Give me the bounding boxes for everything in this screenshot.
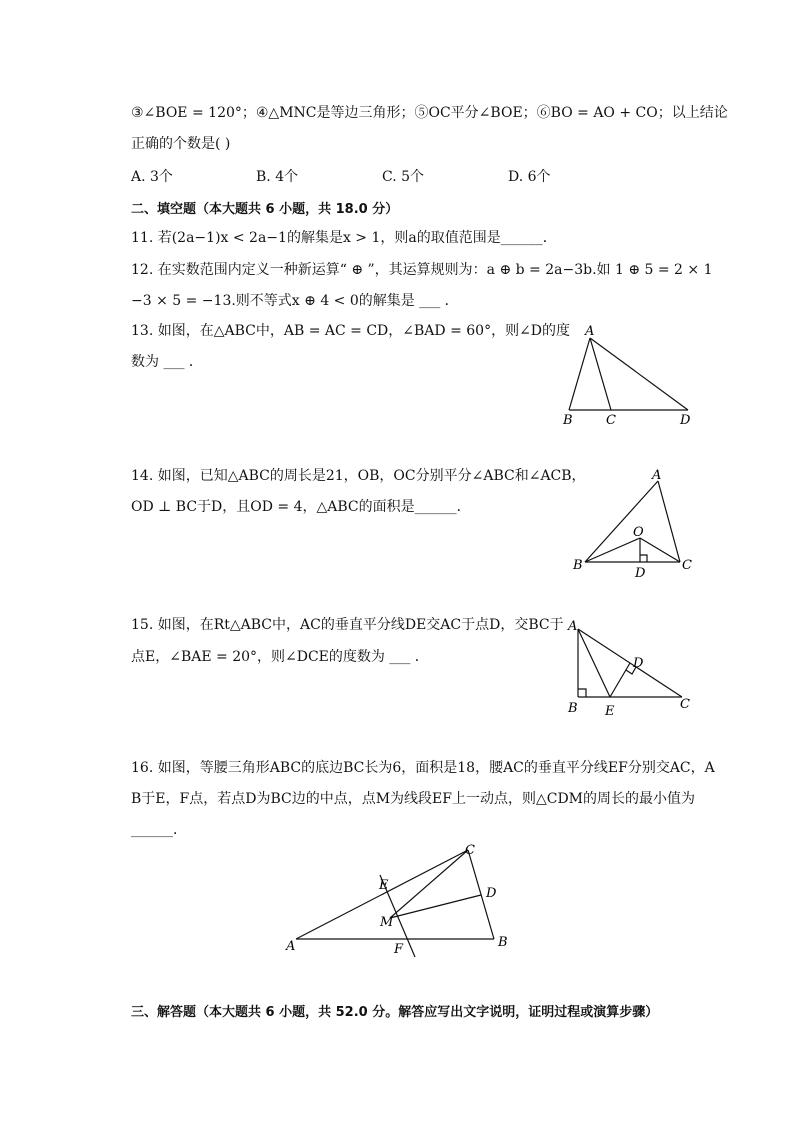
q10-option-a: A. 3个 bbox=[131, 169, 173, 185]
q16-label-d: D bbox=[486, 886, 497, 901]
q15-label-c: C bbox=[680, 697, 690, 712]
q14-label-c: C bbox=[682, 558, 692, 573]
q14-label-d: D bbox=[635, 566, 646, 581]
q14-label-b: B bbox=[573, 558, 583, 573]
q10-statement-line1: ③∠BOE = 120°；④△MNC是等边三角形；⑤OC平分∠BOE；⑥BO = AO + CO；以上结论 bbox=[131, 105, 728, 121]
q14-line1: 14. 如图，已知△ABC的周长是21，OB，OC分别平分∠ABC和∠ACB， bbox=[131, 468, 586, 484]
q12-line1: 12. 在实数范围内定义一种新运算“ ⊕ ”，其运算规则为：a ⊕ b = 2a−3b.如 1 ⊕ 5 = 2 × 1 bbox=[131, 262, 713, 278]
q14-label-a: A bbox=[652, 468, 662, 483]
q15-line2: 点E，∠BAE = 20°，则∠DCE的度数为 ___ ． bbox=[131, 649, 429, 665]
q15-label-b: B bbox=[568, 701, 578, 716]
q16-label-b: B bbox=[498, 935, 508, 950]
q16-label-m: M bbox=[380, 915, 394, 930]
q13-label-d: D bbox=[680, 413, 691, 428]
q15-right-triangle-figure bbox=[560, 615, 705, 720]
q10-option-b: B. 4个 bbox=[256, 169, 299, 185]
q14-line2: OD ⊥ BC于D，且OD = 4，△ABC的面积是______． bbox=[131, 499, 471, 515]
q16-label-a: A bbox=[286, 939, 296, 954]
q16-line3: ______． bbox=[131, 822, 187, 838]
q12-line2: −3 × 5 = −13.则不等式x ⊕ 4 < 0的解集是 ___ ． bbox=[131, 293, 459, 309]
q13-line2: 数为 ___ ． bbox=[131, 354, 203, 370]
section-heading-fill-in: 二、填空题（本大题共 6 小题，共 18.0 分） bbox=[131, 202, 399, 217]
q15-label-d: D bbox=[633, 656, 644, 671]
q10-option-d: D. 6个 bbox=[508, 169, 551, 185]
q13-line1: 13. 如图，在△ABC中，AB = AC = CD，∠BAD = 60°，则∠D的度 bbox=[131, 323, 571, 339]
q13-triangle-figure bbox=[555, 320, 705, 432]
q10-statement-line2: 正确的个数是( ) bbox=[131, 136, 231, 152]
q14-triangle-figure bbox=[565, 466, 705, 581]
q16-line1: 16. 如图，等腰三角形ABC的底边BC长为6，面积是18，腰AC的垂直平分线EF分别交AC，A bbox=[131, 760, 715, 776]
q13-label-b: B bbox=[563, 413, 573, 428]
q14-label-o: O bbox=[633, 525, 644, 540]
q13-label-a: A bbox=[585, 324, 595, 339]
q16-label-c: C bbox=[465, 843, 475, 858]
section-heading-answer: 三、解答题（本大题共 6 小题，共 52.0 分。解答应写出文字说明，证明过程或演算步骤） bbox=[131, 1005, 659, 1020]
q11-text: 11. 若(2a−1)x < 2a−1的解集是x > 1，则a的取值范围是______． bbox=[131, 230, 557, 246]
q15-line1: 15. 如图，在Rt△ABC中，AC的垂直平分线DE交AC于点D，交BC于 bbox=[131, 617, 564, 633]
q10-option-c: C. 5个 bbox=[382, 169, 425, 185]
q16-line2: B于E，F点，若点D为BC边的中点，点M为线段EF上一动点，则△CDM的周长的最小值为 bbox=[131, 791, 696, 807]
q13-label-c: C bbox=[606, 413, 616, 428]
q16-isosceles-triangle-figure bbox=[280, 840, 520, 965]
q15-label-a: A bbox=[568, 619, 578, 634]
q16-label-f: F bbox=[394, 942, 404, 957]
q15-label-e: E bbox=[605, 704, 615, 719]
q16-label-e: E bbox=[379, 878, 389, 893]
